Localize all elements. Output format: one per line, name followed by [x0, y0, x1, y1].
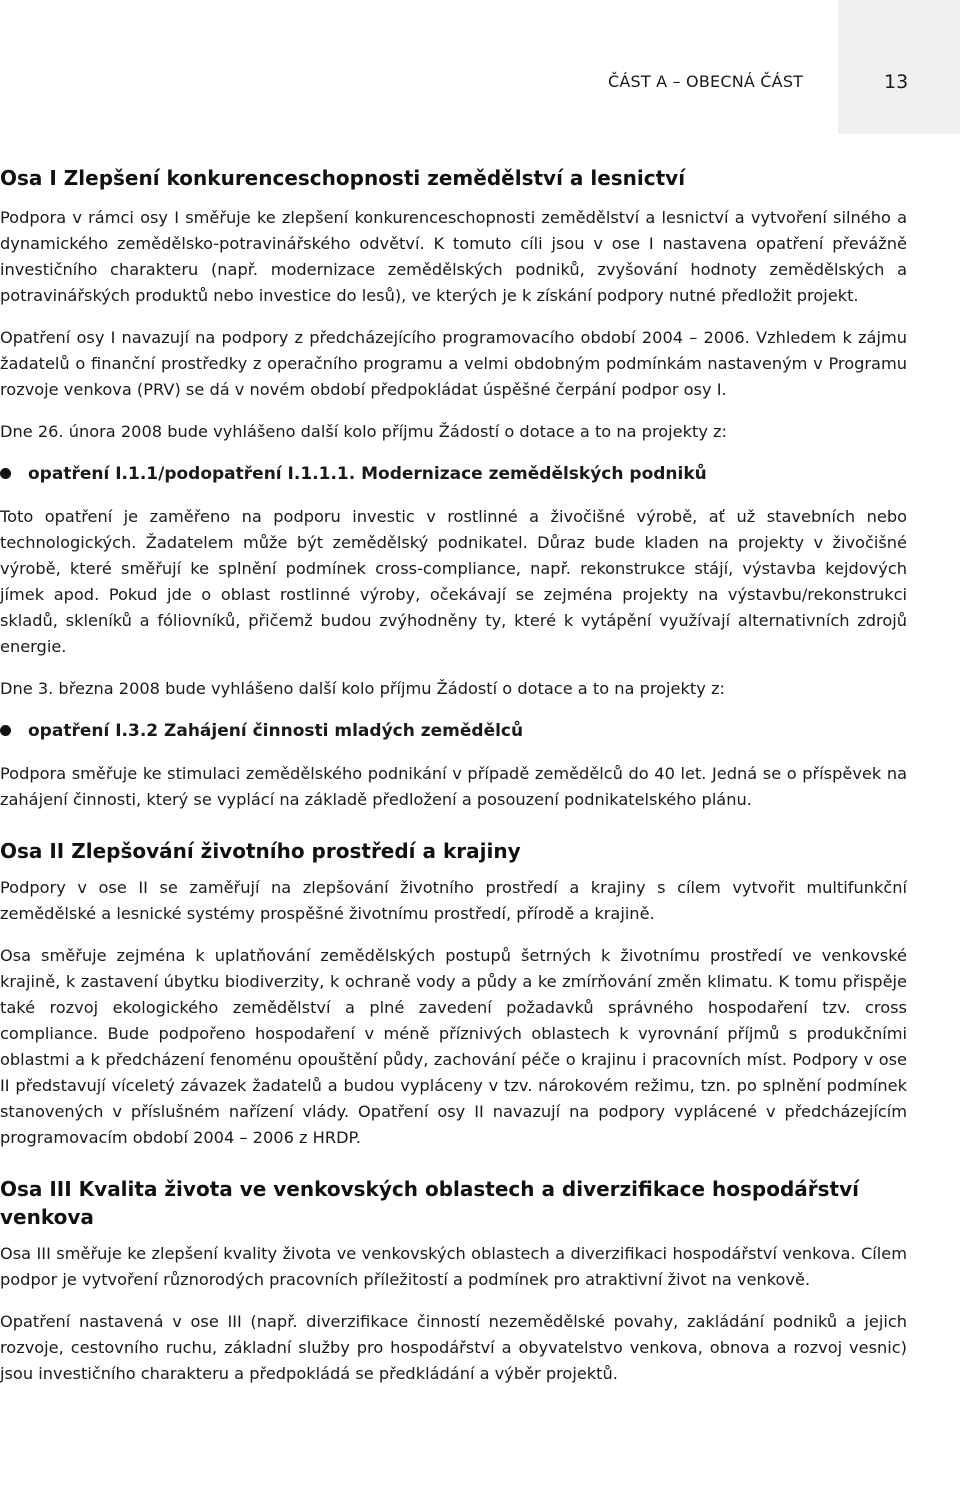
page-number: 13: [884, 71, 909, 93]
section-spacer: [0, 813, 907, 837]
section-osa-iii: [0, 1175, 907, 1387]
running-title: ČÁST A – OBECNÁ ČÁST: [608, 72, 804, 91]
measure-bullet-1: [0, 460, 907, 488]
paragraph-osa-ii-intro: Podpory v ose II se zaměřují na zlepšování životního prostředí a krajiny s cílem vytvořit multifunkční zemědělské a lesnické systémy prospěšné životnímu prostředí, přírodě a krajině.: [0, 878, 907, 923]
document-content: [0, 164, 907, 1387]
section-osa-i: [0, 164, 907, 813]
page-header: [0, 68, 960, 96]
measure-description-1: Toto opatření je zaměřeno na podporu investic v rostlinné a živočišné výrobě, ať už stavebních nebo technologických. Žadatelem může být zemědělský podnikatel. Důraz bude kladen na projekty v živočišné výrobě, které směřují ke splnění podmínek cross-compliance, např. rekonstrukce stájí, výstavba kejdových jímek apod. Pokud jde o oblast rostlinné výroby, očekávají se zejména projekty na výstavbu/rekonstrukci skladů, skleníků a fóliovníků, přičemž budou zvýhodněny ty, které k vytápění využívají alternativních zdrojů energie.: [0, 507, 907, 656]
bullet-icon: [0, 468, 11, 479]
section-title-osa-iii: Osa III Kvalita života ve venkovských oblastech a diverzifikace hospodářství venkova: [0, 1177, 860, 1229]
page-corner-tab: [838, 0, 960, 134]
measure-title-1: opatření I.1.1/podopatření I.1.1.1. Modernizace zemědělských podniků: [28, 464, 707, 484]
measure-bullet-2: [0, 717, 907, 745]
bullet-icon: [0, 725, 11, 736]
paragraph-osa-ii-details: Osa směřuje zejména k uplatňování zemědělských postupů šetrných k životnímu prostředí ve venkovské krajině, k zastavení úbytku biodiverzity, k ochraně vody a půdy a ke zmírňování změn klimatu. K tomu přispěje také rozvoj ekologického zemědělství a plné zavedení požadavků správného hospodaření tzv. cross compliance. Bude podpořeno hospodaření v méně příznivých oblastech k vyrovnání příjmů s produkčními oblastmi a k předcházení fenoménu opouštění půdy, zachování péče o krajinu i pracovních míst. Podpory v ose II představují víceletý závazek žadatelů a budou vypláceny v tzv. nárokovém režimu, tzn. po splnění podmínek stanovených v příslušném nařízení vlády. Opatření osy II navazují na podpory vyplácené v předcházejícím programovacím období 2004 – 2006 z HRDP.: [0, 946, 907, 1147]
paragraph-osa-iii-intro: Osa III směřuje ke zlepšení kvality života ve venkovských oblastech a diverzifikaci hospodářství venkova. Cílem podpor je vytvoření různorodých pracovních příležitostí a podmínek pro atraktivní život na venkově.: [0, 1244, 907, 1289]
section-spacer: [0, 1151, 907, 1175]
call-announcement-2: Dne 3. března 2008 bude vyhlášeno další kolo příjmu Žádostí o dotace a to na projekty z:: [0, 679, 725, 698]
section-title-osa-i: Osa I Zlepšení konkurenceschopnosti zemědělství a lesnictví: [0, 166, 686, 190]
measure-title-2: opatření I.3.2 Zahájení činnosti mladých zemědělců: [28, 721, 524, 741]
paragraph-osa-i-continuation: Opatření osy I navazují na podpory z předcházejícího programovacího období 2004 – 2006. Vzhledem k zájmu žadatelů o finanční prostředky z operačního programu a velmi obdobným podmínkám nastaveným v Programu rozvoje venkova (PRV) se dá v novém období předpokládat úspěšné čerpání podpor osy I.: [0, 328, 907, 399]
measure-description-2: Podpora směřuje ke stimulaci zemědělského podnikání v případě zemědělců do 40 let. Jedná se o příspěvek na zahájení činnosti, který se vyplácí na základě předložení a posouzení podnikatelského plánu.: [0, 764, 907, 809]
paragraph-osa-iii-details: Opatření nastavená v ose III (např. diverzifikace činností nezemědělské povahy, zakládání podniků a jejich rozvoje, cestovního ruchu, základní služby pro hospodářství a obyvatelstvo venkova, obnova a rozvoj vesnic) jsou investičního charakteru a předpokládá se předkládání a výběr projektů.: [0, 1312, 907, 1383]
section-title-osa-ii: Osa II Zlepšování životního prostředí a krajiny: [0, 839, 521, 863]
call-announcement-1: Dne 26. února 2008 bude vyhlášeno další kolo příjmu Žádostí o dotace a to na projekty z:: [0, 422, 727, 441]
paragraph-osa-i-intro: Podpora v rámci osy I směřuje ke zlepšení konkurenceschopnosti zemědělství a lesnictví a vytvoření silného a dynamického zemědělsko-potravinářského odvětví. K tomuto cíli jsou v ose I nastavena opatření převážně investičního charakteru (např. modernizace zemědělských podniků, zvyšování hodnoty zemědělských a potravinářských produktů nebo investice do lesů), ve kterých je k získání podpory nutné předložit projekt.: [0, 208, 907, 305]
section-osa-ii: [0, 837, 907, 1151]
